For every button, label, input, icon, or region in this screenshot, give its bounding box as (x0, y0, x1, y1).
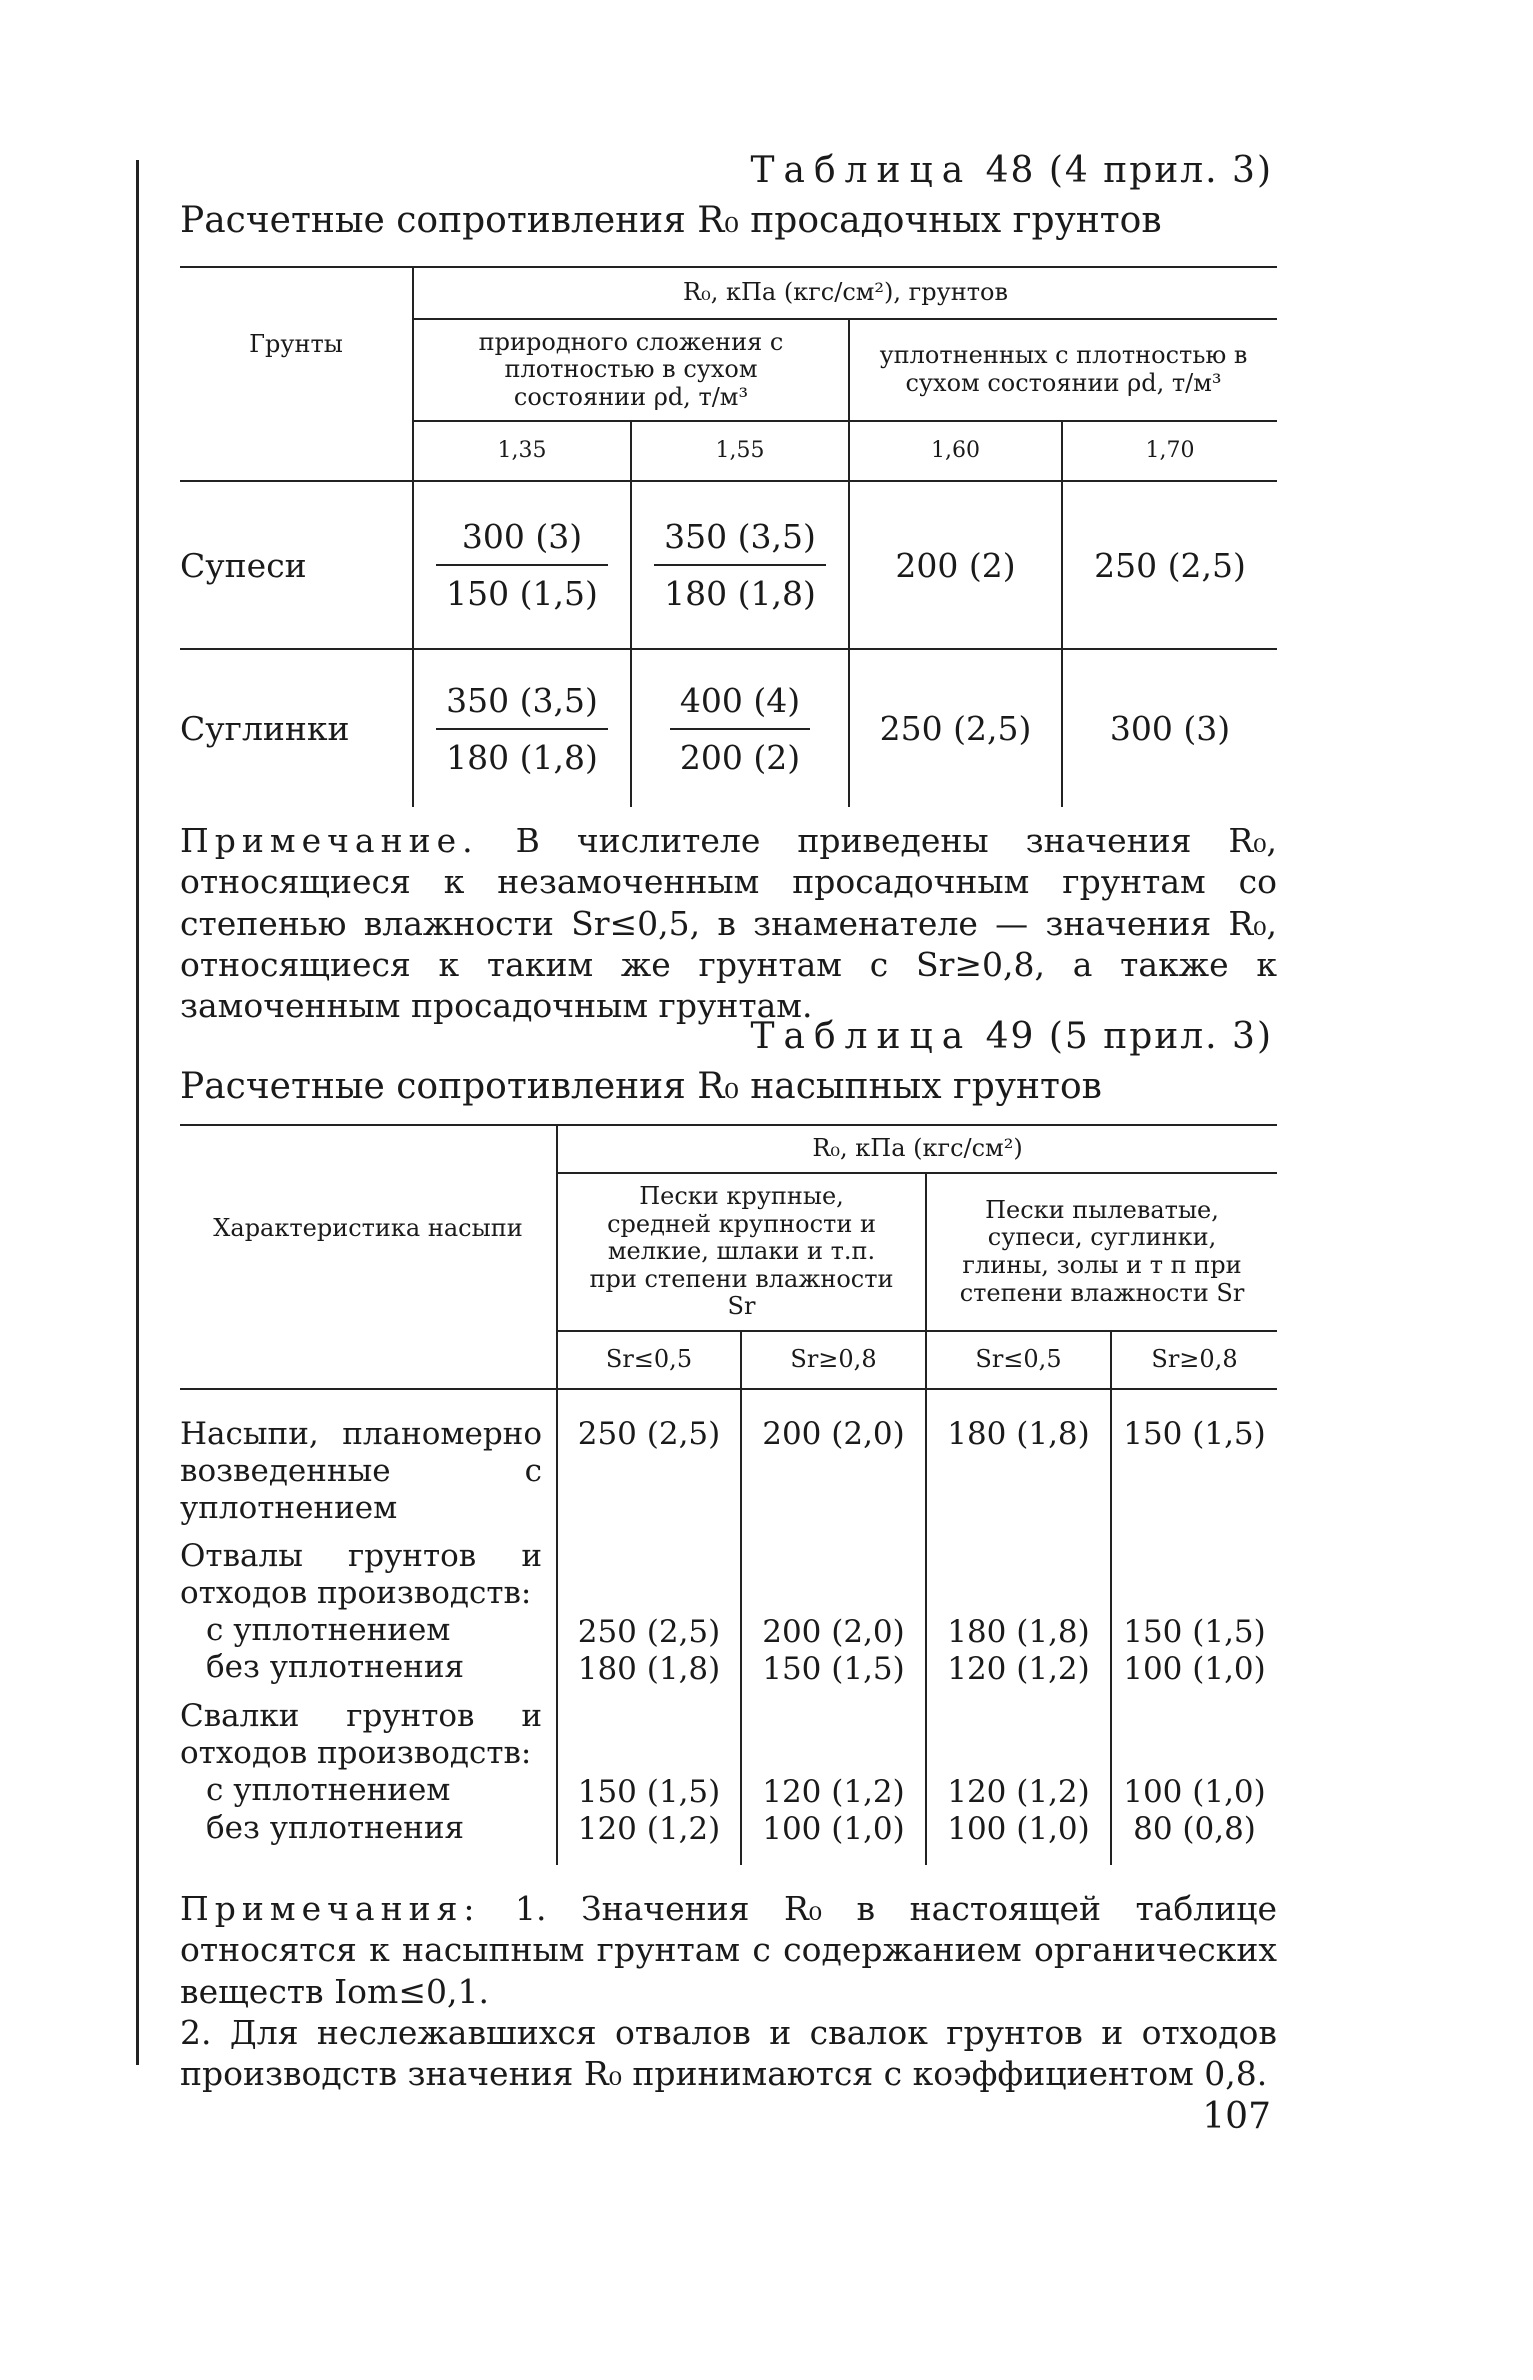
note-text: В числителе приведены значения R₀, относящиеся к незамоченным просадочным грунтам со степенью влажности Sr≤0,5, в знаменателе — значения R₀, относящиеся к таким же грунтам с Sr≥0,8, а также к замоченным просадочным грунтам. (180, 821, 1277, 1025)
header-natural: природного сложения с плотностью в сухом состоянии ρd, т/м³ (413, 319, 849, 421)
cell-value: 200 (2) (849, 481, 1062, 649)
row-sub-a: с уплотнением (206, 1611, 451, 1648)
row-name: Супеси (180, 481, 413, 649)
density-1: 1,35 (413, 421, 631, 481)
cell-value: 150 (1,5) (577, 1773, 721, 1810)
cell-fraction (631, 481, 849, 649)
table49 (180, 1124, 1277, 1865)
table-row (180, 1389, 1277, 1528)
table48-label-number: 48 (4 прил. 3) (985, 150, 1273, 191)
row-sub-b: без уплотнения (206, 1649, 465, 1686)
header-characteristic-blank (180, 1331, 557, 1389)
cell-value: 150 (1,5) (1123, 1416, 1266, 1452)
numerator: 300 (3) (436, 517, 608, 566)
table48-label-word: Таблица (750, 150, 973, 191)
cell-value: 200 (2,0) (762, 1613, 905, 1650)
density-3: 1,60 (849, 421, 1062, 481)
header-compacted: уплотненных с плотностью в сухом состоянии ρd, т/м³ (849, 319, 1277, 421)
table49-title: Расчетные сопротивления R₀ насыпных грунтов (180, 1066, 1102, 1107)
cell-values (741, 1528, 926, 1688)
cell-values (926, 1688, 1111, 1865)
table49-note (180, 1888, 1277, 2094)
cell-values (557, 1688, 741, 1865)
numerator: 350 (3,5) (654, 517, 826, 566)
cell-values (741, 1688, 926, 1865)
cell-value: 300 (3) (1109, 709, 1231, 748)
cell-value: 120 (1,2) (947, 1773, 1090, 1810)
header-r0-group: R₀, кПа (кгс/см²), грунтов (413, 267, 1277, 319)
note-word: Примечания: (180, 1889, 481, 1928)
cell-value: 120 (1,2) (762, 1773, 905, 1810)
cell-value: 180 (1,8) (947, 1613, 1090, 1650)
numerator: 400 (4) (670, 681, 810, 730)
sub-header-2: Sr≥0,8 (741, 1331, 926, 1389)
table-row (180, 649, 1277, 807)
margin-rule (136, 160, 139, 2065)
denominator: 180 (1,8) (664, 574, 816, 613)
table-row (180, 481, 1277, 649)
page-number: 107 (1202, 2096, 1271, 2137)
cell-value: 250 (2,5) (849, 649, 1062, 807)
cell-fraction (413, 481, 631, 649)
numerator: 350 (3,5) (436, 681, 608, 730)
cell-value: 100 (1,0) (1123, 1773, 1266, 1810)
sub-header-1: Sr≤0,5 (557, 1331, 741, 1389)
table49-label (751, 1016, 1273, 1057)
note-text-1: 1. Значения R₀ в настоящей таблице относятся к насыпным грунтам с содержанием органических веществ Iom≤0,1. (180, 1889, 1277, 2011)
row-sub-b: без уплотнения (206, 1809, 465, 1846)
row-name: Суглинки (180, 649, 413, 807)
table48 (180, 266, 1277, 807)
cell-value: 180 (1,8) (926, 1389, 1111, 1528)
row-name: Отвалы грунтов и отходов производств: (180, 1537, 542, 1611)
header-sands: Пески крупные, средней крупности и мелкие, шлаки и т.п. при степени влажности Sr (557, 1173, 926, 1331)
table48-label (751, 150, 1273, 191)
cell-value: 250 (2,5) (557, 1389, 741, 1528)
cell-value: 100 (1,0) (1123, 1650, 1266, 1687)
cell-values (1111, 1528, 1277, 1688)
cell-value: 100 (1,0) (762, 1811, 905, 1848)
table-row (180, 1528, 1277, 1688)
cell-fraction (631, 649, 849, 807)
cell-values (557, 1528, 741, 1688)
table49-label-word: Таблица (750, 1016, 973, 1057)
cell-value: 150 (1,5) (1123, 1613, 1266, 1650)
table48-note (180, 820, 1277, 1026)
header-soils-blank (180, 421, 413, 481)
cell-fraction (413, 649, 631, 807)
row-group (180, 1528, 557, 1688)
cell-value: 150 (1,5) (762, 1650, 905, 1687)
cell-value: 100 (1,0) (947, 1811, 1090, 1848)
table48-title: Расчетные сопротивления R₀ просадочных грунтов (180, 200, 1162, 241)
row-group (180, 1688, 557, 1865)
cell-value: 250 (2,5) (1094, 545, 1246, 585)
cell-values (1111, 1688, 1277, 1865)
row-name: Свалки грунтов и отходов производств: (180, 1697, 542, 1772)
denominator: 200 (2) (679, 737, 801, 777)
density-2: 1,55 (631, 421, 849, 481)
cell-value: 250 (2,5) (577, 1613, 721, 1650)
note-word: Примечание. (180, 821, 479, 860)
cell-value: 120 (1,2) (947, 1650, 1090, 1687)
sub-header-4: Sr≥0,8 (1151, 1345, 1238, 1374)
row-sub-a: с уплотнением (206, 1772, 451, 1809)
cell-value: 80 (0,8) (1133, 1811, 1256, 1848)
header-r0-group: R₀, кПа (кгс/см²) (557, 1125, 1277, 1173)
header-silty: Пески пылеватые, супеси, суглинки, глины, золы и т п при степени влажности Sr (926, 1173, 1277, 1331)
row-name: Насыпи, планомерно возведенные с уплотнением (180, 1389, 557, 1528)
table-row (180, 1688, 1277, 1865)
cell-values (926, 1528, 1111, 1688)
table49-label-number: 49 (5 прил. 3) (985, 1016, 1273, 1057)
denominator: 180 (1,8) (446, 737, 598, 777)
denominator: 150 (1,5) (446, 574, 598, 613)
cell-value: 200 (2,0) (741, 1389, 926, 1528)
cell-value: 120 (1,2) (577, 1811, 721, 1848)
header-soils: Грунты (180, 267, 413, 421)
note-text-2: 2. Для неслежавшихся отвалов и свалок грунтов и отходов производств значения R₀ принимаются с коэффициентом 0,8. (180, 2012, 1277, 2093)
cell-value: 180 (1,8) (577, 1650, 721, 1687)
sub-header-3: Sr≤0,5 (926, 1331, 1111, 1389)
density-4: 1,70 (1145, 438, 1195, 464)
header-characteristic: Характеристика насыпи (180, 1125, 557, 1331)
